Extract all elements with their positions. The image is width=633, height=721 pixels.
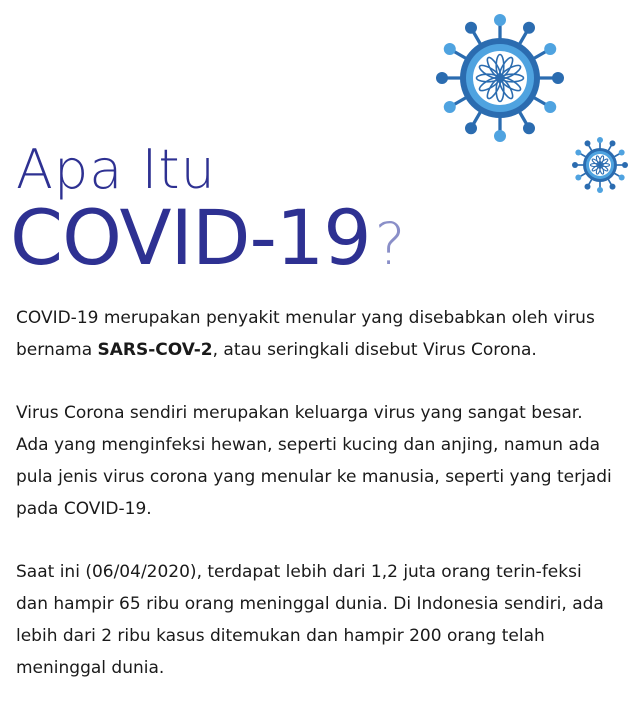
title-question-mark: ? — [374, 210, 405, 278]
title-covid — [10, 190, 404, 292]
paragraph-1-before: COVID-19 merupakan penyakit menular yang disebabkan oleh virus bernama — [16, 308, 595, 360]
large-virus-icon — [430, 8, 570, 148]
small-virus-icon — [569, 134, 631, 196]
paragraph-1 — [16, 302, 616, 366]
paragraph-1-bold: SARS-COV-2 — [97, 340, 213, 360]
title-covid-text: COVID-19 — [10, 193, 371, 282]
title-apa-itu: Apa Itu — [16, 138, 216, 201]
article-body — [16, 302, 616, 684]
paragraph-2: Virus Corona sendiri merupakan keluarga virus yang sangat besar. Ada yang menginfeksi hewan, seperti kucing dan anjing, namun ada pula jenis virus corona yang menular ke manusia, seperti yang terjadi pada COVID-19. — [16, 403, 612, 519]
paragraph-3: Saat ini (06/04/2020), terdapat lebih dari 1,2 juta orang terin-feksi dan hampir 65 ribu orang meninggal dunia. Di Indonesia sendiri, ada lebih dari 2 ribu kasus ditemukan dan hampir 200 orang telah meninggal dunia. — [16, 562, 604, 678]
paragraph-1-after: , atau seringkali disebut Virus Corona. — [212, 340, 537, 360]
